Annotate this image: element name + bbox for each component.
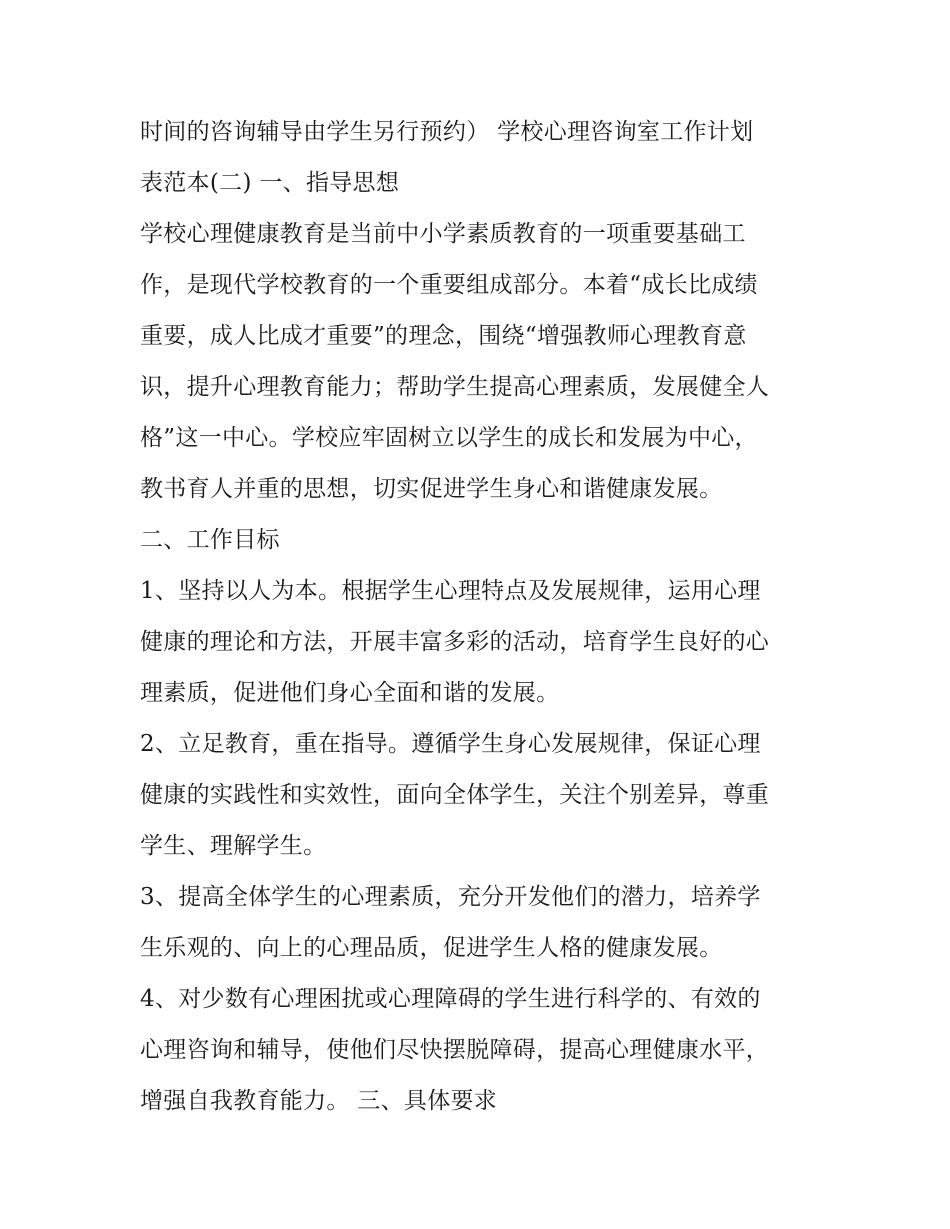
text-line: 4、对少数有心理困扰或心理障碍的学生进行科学的、有效的 <box>140 986 761 1012</box>
text-line: 识，提升心理教育能力；帮助学生提高心理素质，发展健全人 <box>140 374 770 400</box>
text-line: 健康的理论和方法，开展丰富多彩的活动，培育学生良好的心 <box>140 629 770 655</box>
text-line: 2、立足教育，重在指导。遵循学生身心发展规律，保证心理 <box>140 731 761 757</box>
text-line: 生乐观的、向上的心理品质，促进学生人格的健康发展。 <box>140 935 723 961</box>
text-line: 健康的实践性和实效性，面向全体学生，关注个别差异，尊重 <box>140 782 770 808</box>
text-line: 格”这一中心。学校应牢固树立以学生的成长和发展为中心， <box>140 425 758 451</box>
document-body <box>140 107 820 1127</box>
text-line: 教书育人并重的思想，切实促进学生身心和谐健康发展。 <box>140 476 723 502</box>
text-line: 学生、理解学生。 <box>140 833 327 859</box>
text-line: 重要，成人比成才重要”的理念，围绕“增强教师心理教育意 <box>140 323 747 349</box>
text-line: 作，是现代学校教育的一个重要组成部分。本着“成长比成绩 <box>140 272 758 298</box>
text-line: 表范本(二) 一、指导思想 <box>140 170 400 196</box>
text-line: 3、提高全体学生的心理素质，充分开发他们的潜力，培养学 <box>140 884 761 910</box>
section-heading: 二、工作目标 <box>140 527 280 553</box>
text-line: 学校心理健康教育是当前中小学素质教育的一项重要基础工 <box>140 221 746 247</box>
text-line: 1、坚持以人为本。根据学生心理特点及发展规律，运用心理 <box>140 578 761 604</box>
text-line: 心理咨询和辅导，使他们尽快摆脱障碍，提高心理健康水平， <box>140 1037 770 1063</box>
text-line: 理素质，促进他们身心全面和谐的发展。 <box>140 680 560 706</box>
text-line: 增强自我教育能力。 三、具体要求 <box>140 1088 498 1114</box>
text-line: 时间的咨询辅导由学生另行预约） 学校心理咨询室工作计划 <box>140 119 754 145</box>
